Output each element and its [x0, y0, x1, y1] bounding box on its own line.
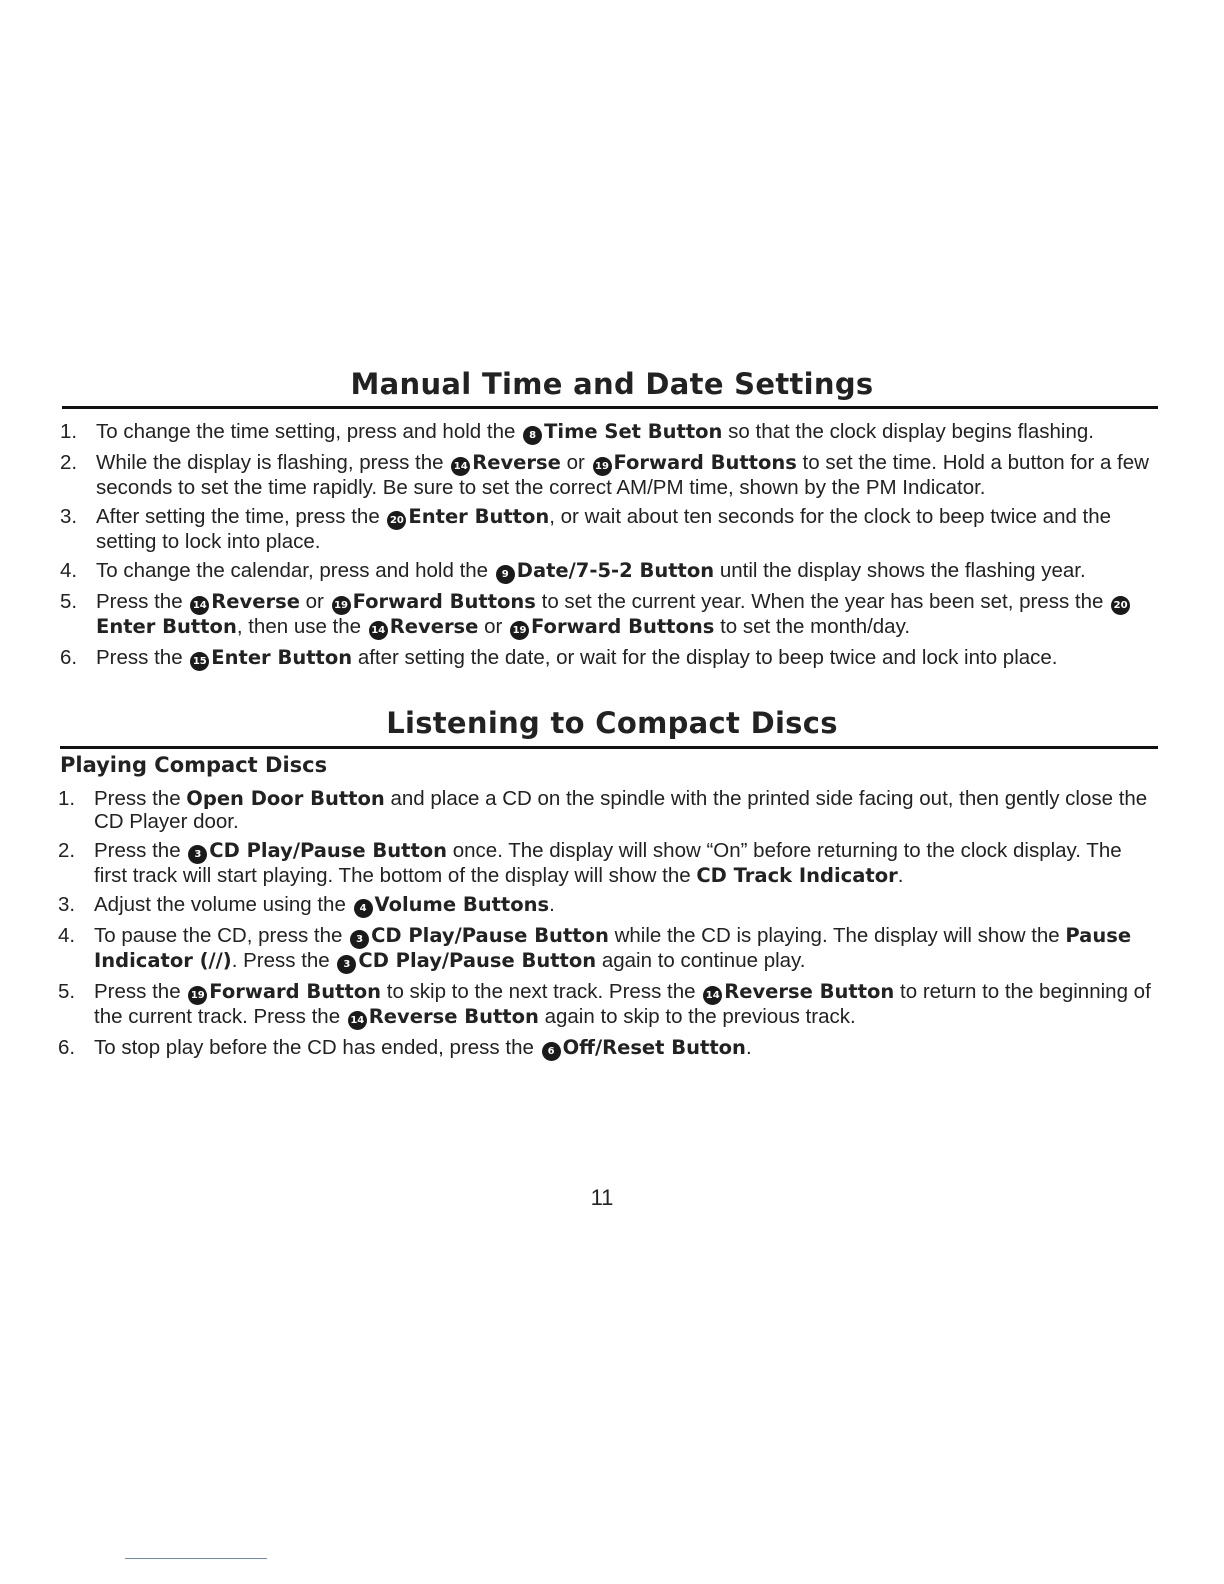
button-name: Date/7-5-2 Button [516, 559, 715, 582]
key-number-badge: 19 [188, 986, 207, 1005]
cd-step-1 [58, 787, 1158, 833]
step-text: . Press the [231, 949, 336, 972]
step-text: to set the time. Hold a button for a few seconds to set the time rapidly. Be sure to set the correct AM/PM time, shown by the PM Indicator. [96, 451, 1149, 499]
manual-step-6 [60, 646, 1160, 671]
button-name: Reverse Button [724, 980, 895, 1003]
key-number-badge: 15 [190, 652, 209, 671]
key-number-badge: 19 [510, 621, 529, 640]
key-number-badge: 3 [350, 930, 369, 949]
step-number: 5. [60, 590, 78, 613]
step-text: while the CD is playing. The display will show the [608, 924, 1066, 947]
step-text: to set the month/day. [714, 615, 911, 638]
step-text: Press the [96, 646, 189, 669]
page-number: 11 [590, 1185, 614, 1210]
bottom-divider [125, 1558, 267, 1559]
key-number-badge: 14 [369, 621, 388, 640]
cd-step-4 [58, 924, 1158, 974]
step-number: 6. [58, 1036, 76, 1059]
step-text: After setting the time, press the [96, 505, 386, 528]
step-number: 6. [60, 646, 78, 669]
section-divider-manual [62, 406, 1158, 409]
button-name: CD Track Indicator [696, 864, 898, 887]
button-name: Enter Button [211, 646, 353, 669]
cd-step-5 [58, 980, 1158, 1030]
key-number-badge: 14 [703, 986, 722, 1005]
key-number-badge: 19 [332, 596, 351, 615]
step-number: 1. [58, 787, 76, 810]
step-text: . [745, 1036, 752, 1059]
manual-step-3 [60, 505, 1160, 553]
step-text: to set the current year. When the year has been set, press the [535, 590, 1110, 613]
key-number-badge: 14 [451, 457, 470, 476]
cd-steps-list [58, 787, 1158, 1067]
step-text: To stop play before the CD has ended, press the [94, 1036, 540, 1059]
manual-step-1 [60, 420, 1160, 445]
button-name: Forward Buttons [613, 451, 797, 474]
cd-step-3 [58, 893, 1158, 918]
button-name: Forward Buttons [352, 590, 536, 613]
step-text: and place a CD on the spindle with the printed side facing out, then gently close the CD Player door. [94, 787, 1148, 833]
key-number-badge: 3 [337, 955, 356, 974]
step-text: so that the clock display begins flashing. [722, 420, 1094, 443]
key-number-badge: 6 [542, 1042, 561, 1061]
manual-steps-list [60, 420, 1160, 677]
button-name: Time Set Button [544, 420, 723, 443]
button-name: Forward Buttons [531, 615, 715, 638]
step-text: again to continue play. [596, 949, 806, 972]
key-number-badge: 4 [354, 899, 373, 918]
button-name: CD Play/Pause Button [358, 949, 597, 972]
step-text: To change the time setting, press and hold the [96, 420, 522, 443]
step-text: Press the [94, 787, 187, 810]
step-text: to return to the beginning of the current track. Press the [94, 980, 1151, 1028]
key-number-badge: 14 [190, 596, 209, 615]
step-text: or [299, 590, 330, 613]
step-text: or [560, 451, 591, 474]
cd-step-6 [58, 1036, 1158, 1061]
key-number-badge: 14 [348, 1011, 367, 1030]
section-title-manual: Manual Time and Date Settings [350, 367, 874, 401]
step-text: While the display is flashing, press the [96, 451, 450, 474]
step-text: Press the [94, 980, 187, 1003]
step-text: To pause the CD, press the [94, 924, 349, 947]
button-name: Reverse Button [368, 1005, 539, 1028]
step-number: 1. [60, 420, 78, 443]
button-name: Pause Indicator (//) [94, 924, 1132, 972]
step-number: 2. [58, 839, 76, 862]
key-number-badge: 20 [1111, 596, 1130, 615]
step-text: to skip to the next track. Press the [381, 980, 702, 1003]
step-number: 4. [58, 924, 76, 947]
step-number: 5. [58, 980, 76, 1003]
step-text: again to skip to the previous track. [538, 1005, 856, 1028]
manual-step-5 [60, 590, 1160, 640]
step-text: after setting the date, or wait for the display to beep twice and lock into place. [352, 646, 1058, 669]
button-name: Enter Button [408, 505, 550, 528]
button-name: CD Play/Pause Button [371, 924, 609, 947]
step-number: 3. [58, 893, 76, 916]
step-text: . [897, 864, 904, 887]
key-number-badge: 19 [593, 457, 612, 476]
step-number: 4. [60, 559, 78, 582]
step-text: or [478, 615, 509, 638]
subsection-title: Playing Compact Discs [60, 753, 328, 777]
step-text: until the display shows the flashing year. [714, 559, 1086, 582]
key-number-badge: 3 [188, 845, 207, 864]
button-name: Volume Buttons [374, 893, 550, 916]
button-name: Reverse [389, 615, 479, 638]
button-name: CD Play/Pause Button [209, 839, 448, 862]
key-number-badge: 20 [387, 511, 406, 530]
manual-step-4 [60, 559, 1160, 584]
step-text: Press the [96, 590, 189, 613]
step-text: once. The display will show “On” before returning to the clock display. The first track will start playing. The bottom of the display will show the [94, 839, 1122, 887]
step-text: , then use the [236, 615, 367, 638]
section-title-cd: Listening to Compact Discs [386, 706, 838, 740]
cd-step-2 [58, 839, 1158, 887]
step-text: . [549, 893, 555, 916]
key-number-badge: 8 [523, 426, 542, 445]
step-number: 3. [60, 505, 78, 528]
step-number: 2. [60, 451, 78, 474]
button-name: Off/Reset Button [562, 1036, 746, 1059]
button-name: Open Door Button [186, 787, 385, 810]
manual-step-2 [60, 451, 1160, 499]
button-name: Enter Button [96, 615, 237, 638]
step-text: , or wait about ten seconds for the clock to beep twice and the setting to lock into place. [96, 505, 1112, 553]
step-text: To change the calendar, press and hold the [96, 559, 494, 582]
button-name: Reverse [472, 451, 561, 474]
section-divider-cd [60, 746, 1158, 749]
key-number-badge: 9 [496, 565, 515, 584]
step-text: Adjust the volume using the [94, 893, 352, 916]
step-text: Press the [94, 839, 187, 862]
button-name: Reverse [211, 590, 300, 613]
button-name: Forward Button [209, 980, 382, 1003]
